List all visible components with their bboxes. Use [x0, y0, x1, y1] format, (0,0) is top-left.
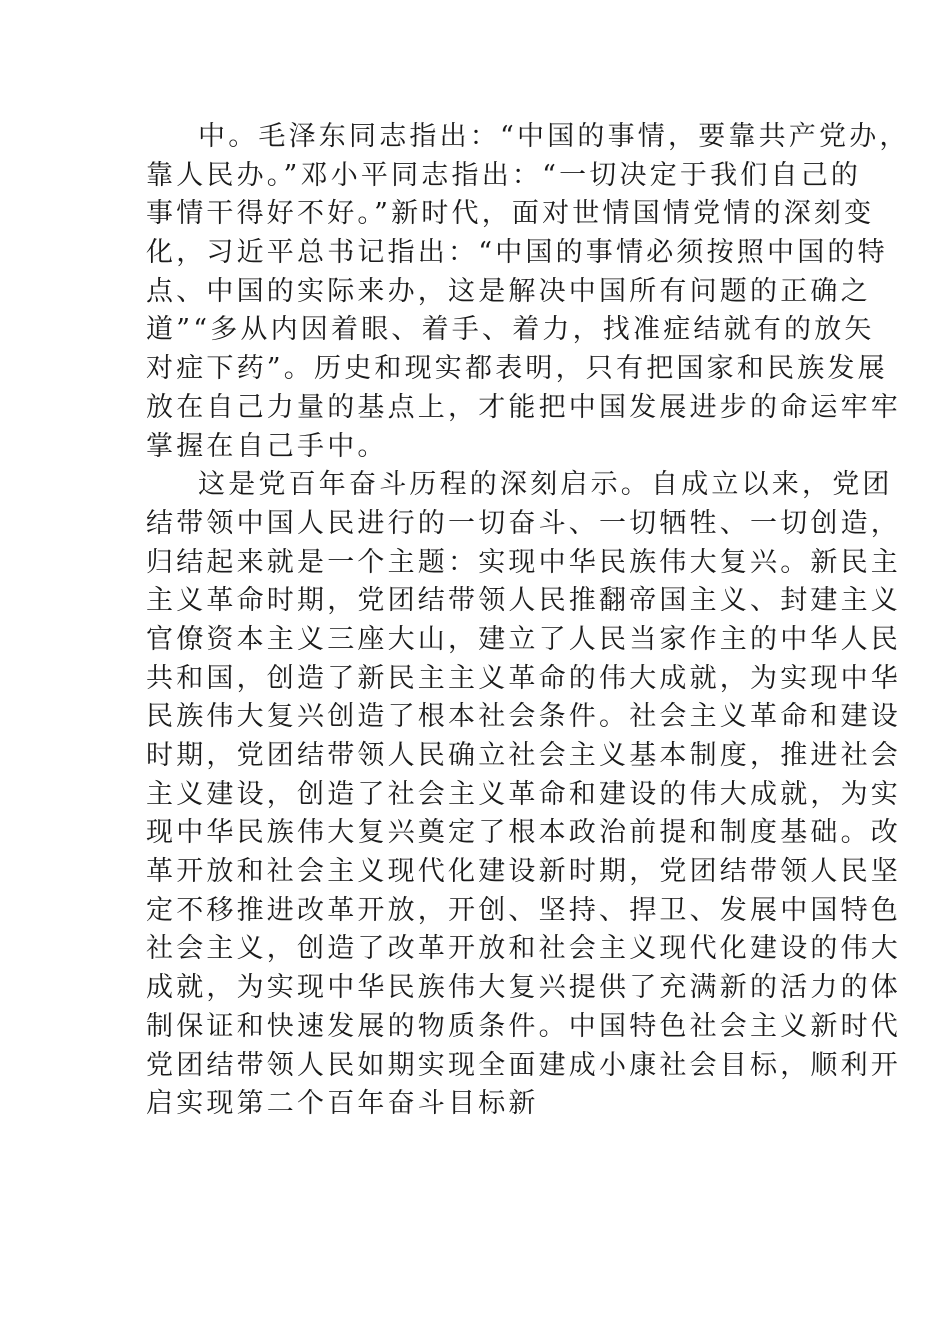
- text-line: 化，习近平总书记指出：“中国的事情必须按照中国的特: [146, 237, 888, 269]
- text-line: 官僚资本主义三座大山，建立了人民当家作主的中华人民: [146, 623, 901, 655]
- text-line: 启实现第二个百年奋斗目标新: [146, 1088, 539, 1120]
- text-line: 革开放和社会主义现代化建设新时期，党团结带领人民坚: [146, 856, 901, 888]
- text-line: 党团结带领人民如期实现全面建成小康社会目标，顺利开: [146, 1049, 901, 1081]
- text-line: 中。毛泽东同志指出：“中国的事情，要靠共产党办，: [198, 121, 910, 152]
- text-line: 结带领中国人民进行的一切奋斗、一切牺牲、一切创造，: [146, 507, 901, 539]
- text-line: 制保证和快速发展的物质条件。中国特色社会主义新时代: [146, 1010, 901, 1042]
- paragraph-1: [146, 118, 910, 466]
- text-line: 掌握在自己手中。: [146, 430, 388, 462]
- text-line: 定不移推进改革开放，开创、坚持、捍卫、发展中国特色: [146, 894, 901, 926]
- document-body: [146, 118, 910, 1124]
- text-line: 这是党百年奋斗历程的深刻启示。自成立以来，党团: [198, 469, 893, 501]
- text-line: 主义革命时期，党团结带领人民推翻帝国主义、封建主义: [146, 585, 901, 617]
- text-line: 对症下药”。历史和现实都表明，只有把国家和民族发展: [146, 353, 888, 385]
- text-line: 民族伟大复兴创造了根本社会条件。社会主义革命和建设: [146, 701, 901, 733]
- text-line: 共和国，创造了新民主主义革命的伟大成就，为实现中华: [146, 662, 901, 694]
- text-line: 归结起来就是一个主题：实现中华民族伟大复兴。新民主: [146, 546, 901, 578]
- text-line: 主义建设，创造了社会主义革命和建设的伟大成就，为实: [146, 778, 901, 810]
- text-line: 事情干得好不好。”新时代，面对世情国情党情的深刻变: [146, 198, 875, 230]
- text-line: 点、中国的实际来办，这是解决中国所有问题的正确之: [146, 275, 871, 307]
- text-line: 放在自己力量的基点上，才能把中国发展进步的命运牢牢: [146, 391, 901, 423]
- text-line: 社会主义，创造了改革开放和社会主义现代化建设的伟大: [146, 933, 901, 965]
- text-line: 成就，为实现中华民族伟大复兴提供了充满新的活力的体: [146, 972, 901, 1004]
- paragraph-2: [146, 466, 901, 1124]
- text-line: 时期，党团结带领人民确立社会主义基本制度，推进社会: [146, 740, 901, 771]
- text-line: 道”“多从内因着眼、着手、着力，找准症结就有的放矢: [146, 314, 875, 346]
- text-line: 靠人民办。”邓小平同志指出：“一切决定于我们自己的: [146, 159, 862, 191]
- text-line: 现中华民族伟大复兴奠定了根本政治前提和制度基础。改: [146, 817, 901, 849]
